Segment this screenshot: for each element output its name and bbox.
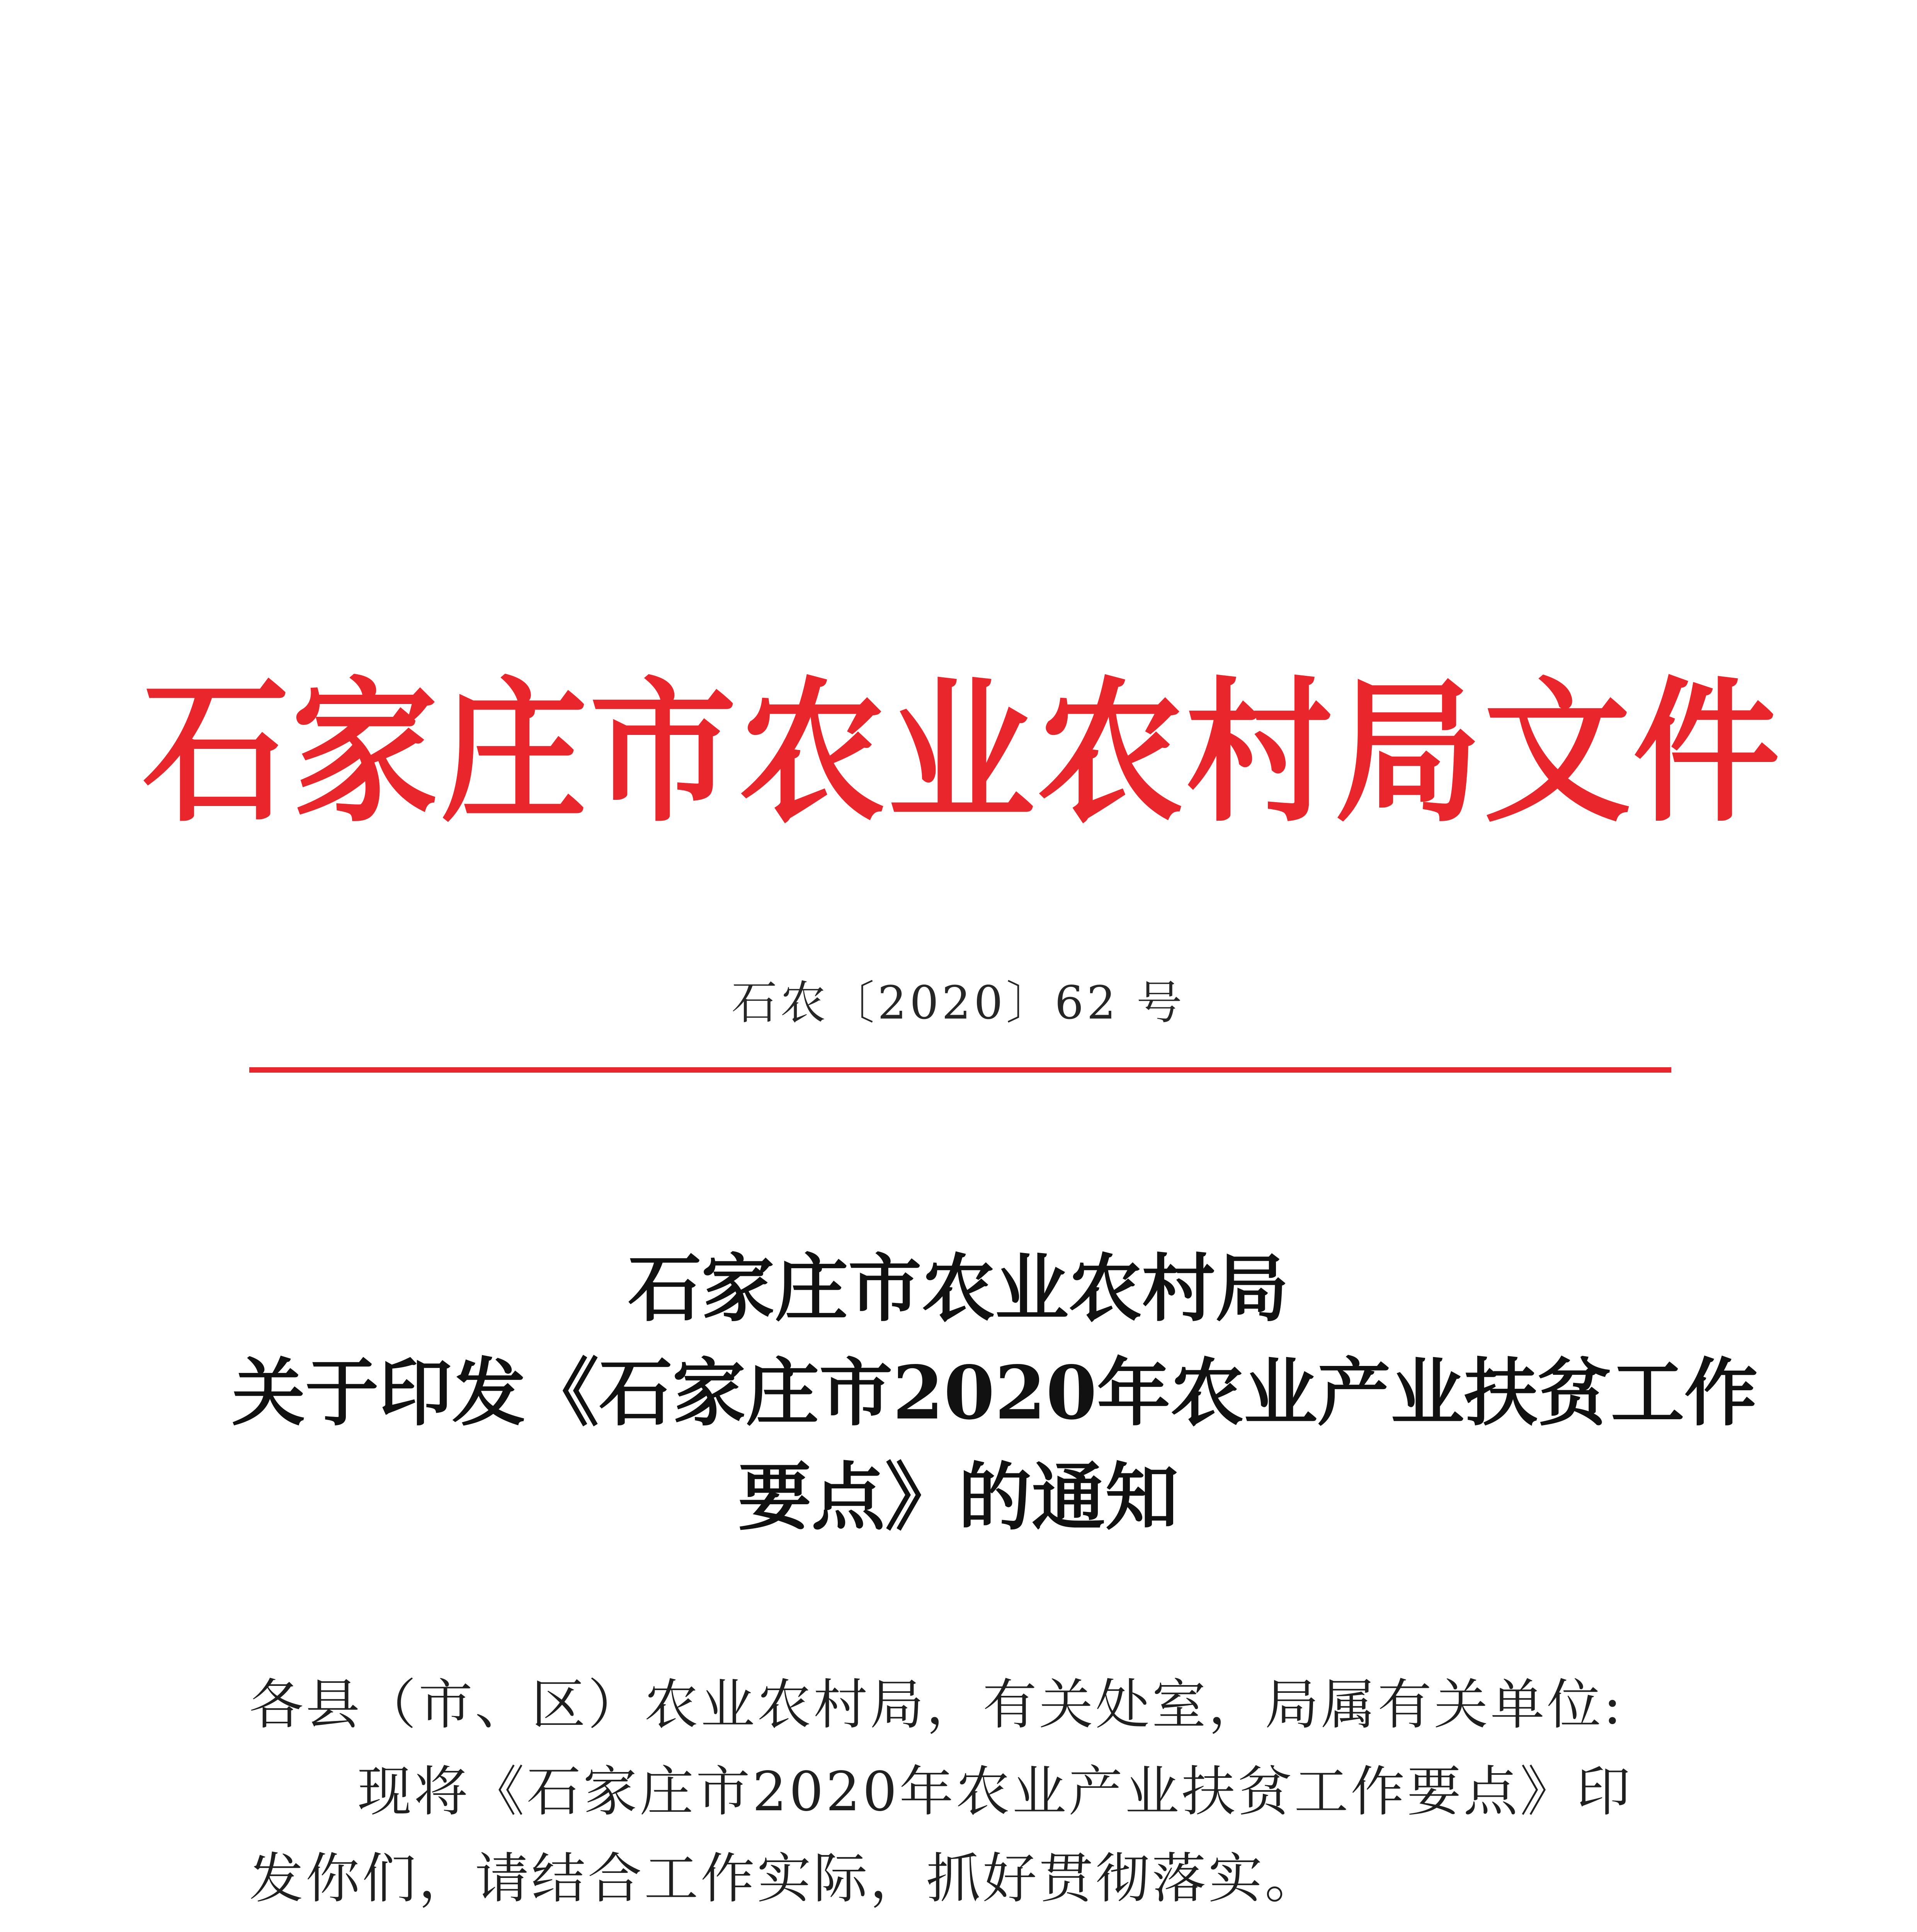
- body-paragraph: 现将《石家庄市2020年农业产业扶贫工作要点》印发你们，请结合工作实际，抓好贯彻落实。: [249, 1760, 1633, 1910]
- red-divider-line: [249, 1067, 1671, 1073]
- masthead-title: 石家庄市农业农村局文件: [142, 663, 1782, 843]
- masthead: [142, 653, 1782, 854]
- document-title: [232, 1236, 1758, 1549]
- title-line-1: 石家庄市农业农村局: [628, 1245, 1289, 1332]
- salutation: 各县（市、区）农业农村局，有关处室，局属有关单位:: [249, 1673, 1624, 1736]
- title-line-3: 要点》的通知: [738, 1454, 1179, 1540]
- document-body: [249, 1662, 1679, 1922]
- title-line-2: 关于印发《石家庄市2020年农业产业扶贫工作: [232, 1350, 1758, 1436]
- document-number: 石农〔2020〕62 号: [731, 976, 1185, 1029]
